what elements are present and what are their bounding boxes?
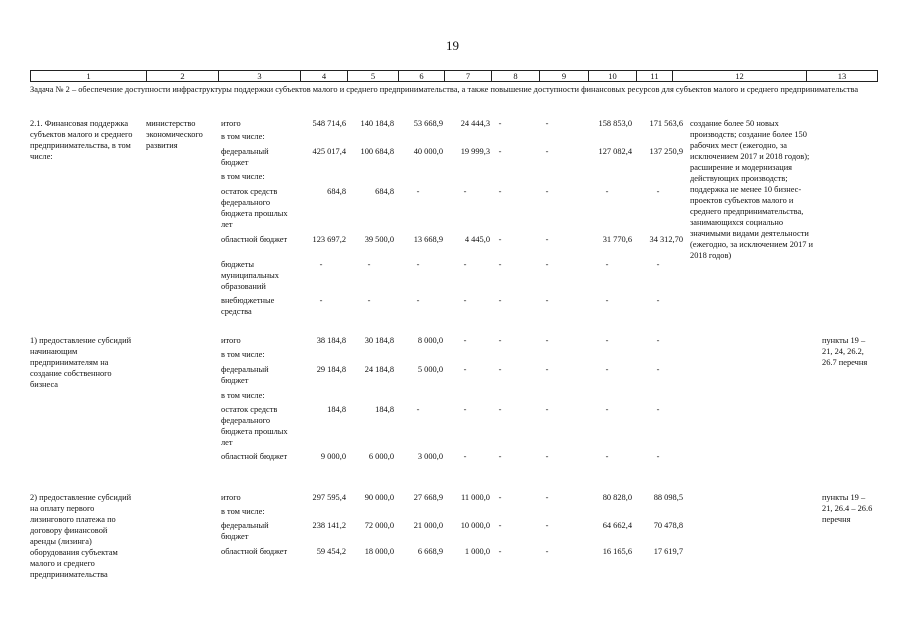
value-cell: - xyxy=(498,147,502,156)
value-cell: - xyxy=(656,260,660,269)
value-cell: - xyxy=(545,405,549,414)
column-number-5: 5 xyxy=(348,71,399,82)
measure-name: 1) предоставление субсидий начинающим предпринимателям на создание собственного бизнеса xyxy=(30,336,132,389)
funding-source-label: в том числе: xyxy=(221,350,265,359)
value-cell: - xyxy=(545,336,549,345)
value-cell: 184,8 xyxy=(327,405,346,414)
value-cell: 39 500,0 xyxy=(364,235,394,244)
column-number-8: 8 xyxy=(492,71,540,82)
column-number-12: 12 xyxy=(673,71,807,82)
page-number: 19 xyxy=(446,38,459,53)
value-cell: 90 000,0 xyxy=(364,493,394,502)
value-cell: - xyxy=(367,296,371,305)
value-cell: - xyxy=(605,260,609,269)
column-number-10: 10 xyxy=(589,71,637,82)
column-number-13: 13 xyxy=(807,71,878,82)
value-cell: 29 184,8 xyxy=(316,365,346,374)
value-cell: - xyxy=(545,187,549,196)
value-cell: 40 000,0 xyxy=(413,147,443,156)
value-cell: - xyxy=(545,296,549,305)
expected-result: создание более 50 новых производств; создание более 150 рабочих мест (ежегодно, за исключением 2017 и 2018 годов); расширение и модернизация действующих производств; поддержка не менее 10 бизнес-проектов субъектов малого и среднего предпринимательства, занимающихся социально значимыми видами деятельности (ежегодно, за исключением 2017 и 2018 годов) xyxy=(690,119,814,260)
value-cell: - xyxy=(498,336,502,345)
funding-source-label: в том числе: xyxy=(221,391,265,400)
value-cell: - xyxy=(463,336,467,345)
value-cell: - xyxy=(498,547,502,556)
value-cell: - xyxy=(498,452,502,461)
value-cell: 1 000,0 xyxy=(464,547,490,556)
value-cell: - xyxy=(656,405,660,414)
value-cell: 19 999,3 xyxy=(460,147,490,156)
value-cell: 53 668,9 xyxy=(413,119,443,128)
funding-source-label: федеральный бюджет xyxy=(221,147,269,167)
value-cell: 158 853,0 xyxy=(598,119,632,128)
task-heading: Задача № 2 – обеспечение доступности инфраструктуры поддержки субъектов малого и среднего предпринимательства, а также повышение доступности финансовых ресурсов для субъектов малого и среднего предпринимательства xyxy=(30,85,859,94)
value-cell: 548 714,6 xyxy=(312,119,346,128)
column-number-4: 4 xyxy=(301,71,348,82)
value-cell: - xyxy=(416,296,420,305)
value-cell: - xyxy=(545,119,549,128)
value-cell: - xyxy=(545,260,549,269)
funding-source-label: областной бюджет xyxy=(221,452,288,461)
funding-source-label: областной бюджет xyxy=(221,547,288,556)
value-cell: - xyxy=(463,452,467,461)
value-cell: 137 250,9 xyxy=(649,147,683,156)
value-cell: - xyxy=(319,296,323,305)
value-cell: 24 444,3 xyxy=(460,119,490,128)
value-cell: - xyxy=(416,187,420,196)
value-cell: 684,8 xyxy=(327,187,346,196)
value-cell: - xyxy=(656,336,660,345)
list-points-reference: пункты 19 – 21, 24, 26.2, 26.7 перечня xyxy=(822,336,868,367)
value-cell: 30 184,8 xyxy=(364,336,394,345)
funding-source-label: бюджеты муниципальных образований xyxy=(221,260,279,291)
value-cell: 4 445,0 xyxy=(464,235,490,244)
value-cell: 184,8 xyxy=(375,405,394,414)
value-cell: - xyxy=(545,365,549,374)
value-cell: 425 017,4 xyxy=(312,147,346,156)
value-cell: - xyxy=(416,405,420,414)
value-cell: 21 000,0 xyxy=(413,521,443,530)
value-cell: 297 595,4 xyxy=(312,493,346,502)
value-cell: - xyxy=(498,405,502,414)
value-cell: - xyxy=(605,452,609,461)
value-cell: 5 000,0 xyxy=(417,365,443,374)
funding-source-label: областной бюджет xyxy=(221,235,288,244)
value-cell: 100 684,8 xyxy=(360,147,394,156)
value-cell: - xyxy=(367,260,371,269)
value-cell: - xyxy=(463,187,467,196)
value-cell: - xyxy=(498,119,502,128)
value-cell: 13 668,9 xyxy=(413,235,443,244)
value-cell: - xyxy=(545,452,549,461)
value-cell: - xyxy=(545,493,549,502)
funding-source-label: в том числе: xyxy=(221,132,265,141)
value-cell: - xyxy=(463,365,467,374)
value-cell: 10 000,0 xyxy=(460,521,490,530)
value-cell: - xyxy=(605,365,609,374)
value-cell: - xyxy=(498,260,502,269)
value-cell: - xyxy=(498,521,502,530)
funding-source-label: итого xyxy=(221,336,241,345)
value-cell: - xyxy=(463,260,467,269)
value-cell: 18 000,0 xyxy=(364,547,394,556)
value-cell: - xyxy=(498,365,502,374)
value-cell: 6 000,0 xyxy=(368,452,394,461)
value-cell: 72 000,0 xyxy=(364,521,394,530)
funding-source-label: в том числе: xyxy=(221,507,265,516)
value-cell: - xyxy=(656,365,660,374)
value-cell: 3 000,0 xyxy=(417,452,443,461)
value-cell: 684,8 xyxy=(375,187,394,196)
value-cell: 16 165,6 xyxy=(602,547,632,556)
value-cell: 70 478,8 xyxy=(653,521,683,530)
value-cell: - xyxy=(463,296,467,305)
value-cell: 127 082,4 xyxy=(598,147,632,156)
value-cell: 59 454,2 xyxy=(316,547,346,556)
value-cell: 8 000,0 xyxy=(417,336,443,345)
value-cell: - xyxy=(605,296,609,305)
value-cell: - xyxy=(498,296,502,305)
funding-source-label: в том числе: xyxy=(221,172,265,181)
value-cell: 64 662,4 xyxy=(602,521,632,530)
executor: министерство экономического развития xyxy=(146,119,203,150)
funding-source-label: федеральный бюджет xyxy=(221,365,269,385)
value-cell: 24 184,8 xyxy=(364,365,394,374)
value-cell: 11 000,0 xyxy=(460,493,490,502)
value-cell: - xyxy=(319,260,323,269)
value-cell: - xyxy=(656,452,660,461)
value-cell: - xyxy=(498,187,502,196)
column-number-6: 6 xyxy=(399,71,445,82)
value-cell: - xyxy=(656,296,660,305)
column-number-3: 3 xyxy=(219,71,301,82)
value-cell: - xyxy=(545,235,549,244)
value-cell: - xyxy=(498,235,502,244)
measure-name: 2.1. Финансовая поддержка субъектов малого и среднего предпринимательства, в том числе: xyxy=(30,119,133,161)
column-number-header xyxy=(30,70,878,82)
value-cell: - xyxy=(545,547,549,556)
value-cell: - xyxy=(605,405,609,414)
value-cell: 38 184,8 xyxy=(316,336,346,345)
funding-source-label: федеральный бюджет xyxy=(221,521,269,541)
list-points-reference: пункты 19 – 21, 26.4 – 26.6 перечня xyxy=(822,493,873,524)
funding-source-label: итого xyxy=(221,493,241,502)
value-cell: - xyxy=(656,187,660,196)
value-cell: - xyxy=(498,493,502,502)
funding-source-label: итого xyxy=(221,119,241,128)
measure-name: 2) предоставление субсидий на оплату первого лизингового платежа по договору финансовой аренды (лизинга) оборудования субъектам малого и среднего предпринимательства xyxy=(30,493,132,579)
value-cell: 27 668,9 xyxy=(413,493,443,502)
value-cell: - xyxy=(416,260,420,269)
value-cell: 88 098,5 xyxy=(653,493,683,502)
funding-source-label: остаток средств федерального бюджета прошлых лет xyxy=(221,405,288,447)
column-number-2: 2 xyxy=(147,71,219,82)
funding-source-label: остаток средств федерального бюджета прошлых лет xyxy=(221,187,288,229)
value-cell: - xyxy=(545,521,549,530)
column-number-7: 7 xyxy=(445,71,492,82)
value-cell: 171 563,6 xyxy=(649,119,683,128)
value-cell: 9 000,0 xyxy=(320,452,346,461)
value-cell: - xyxy=(463,405,467,414)
funding-source-label: внебюджетные средства xyxy=(221,296,275,316)
value-cell: - xyxy=(545,147,549,156)
value-cell: 140 184,8 xyxy=(360,119,394,128)
value-cell: 17 619,7 xyxy=(653,547,683,556)
value-cell: 34 312,70 xyxy=(649,235,683,244)
value-cell: - xyxy=(605,336,609,345)
column-number-11: 11 xyxy=(637,71,673,82)
column-number-1: 1 xyxy=(31,71,147,82)
value-cell: 31 770,6 xyxy=(602,235,632,244)
value-cell: 238 141,2 xyxy=(312,521,346,530)
value-cell: - xyxy=(605,187,609,196)
value-cell: 80 828,0 xyxy=(602,493,632,502)
column-number-9: 9 xyxy=(540,71,589,82)
value-cell: 123 697,2 xyxy=(312,235,346,244)
value-cell: 6 668,9 xyxy=(417,547,443,556)
